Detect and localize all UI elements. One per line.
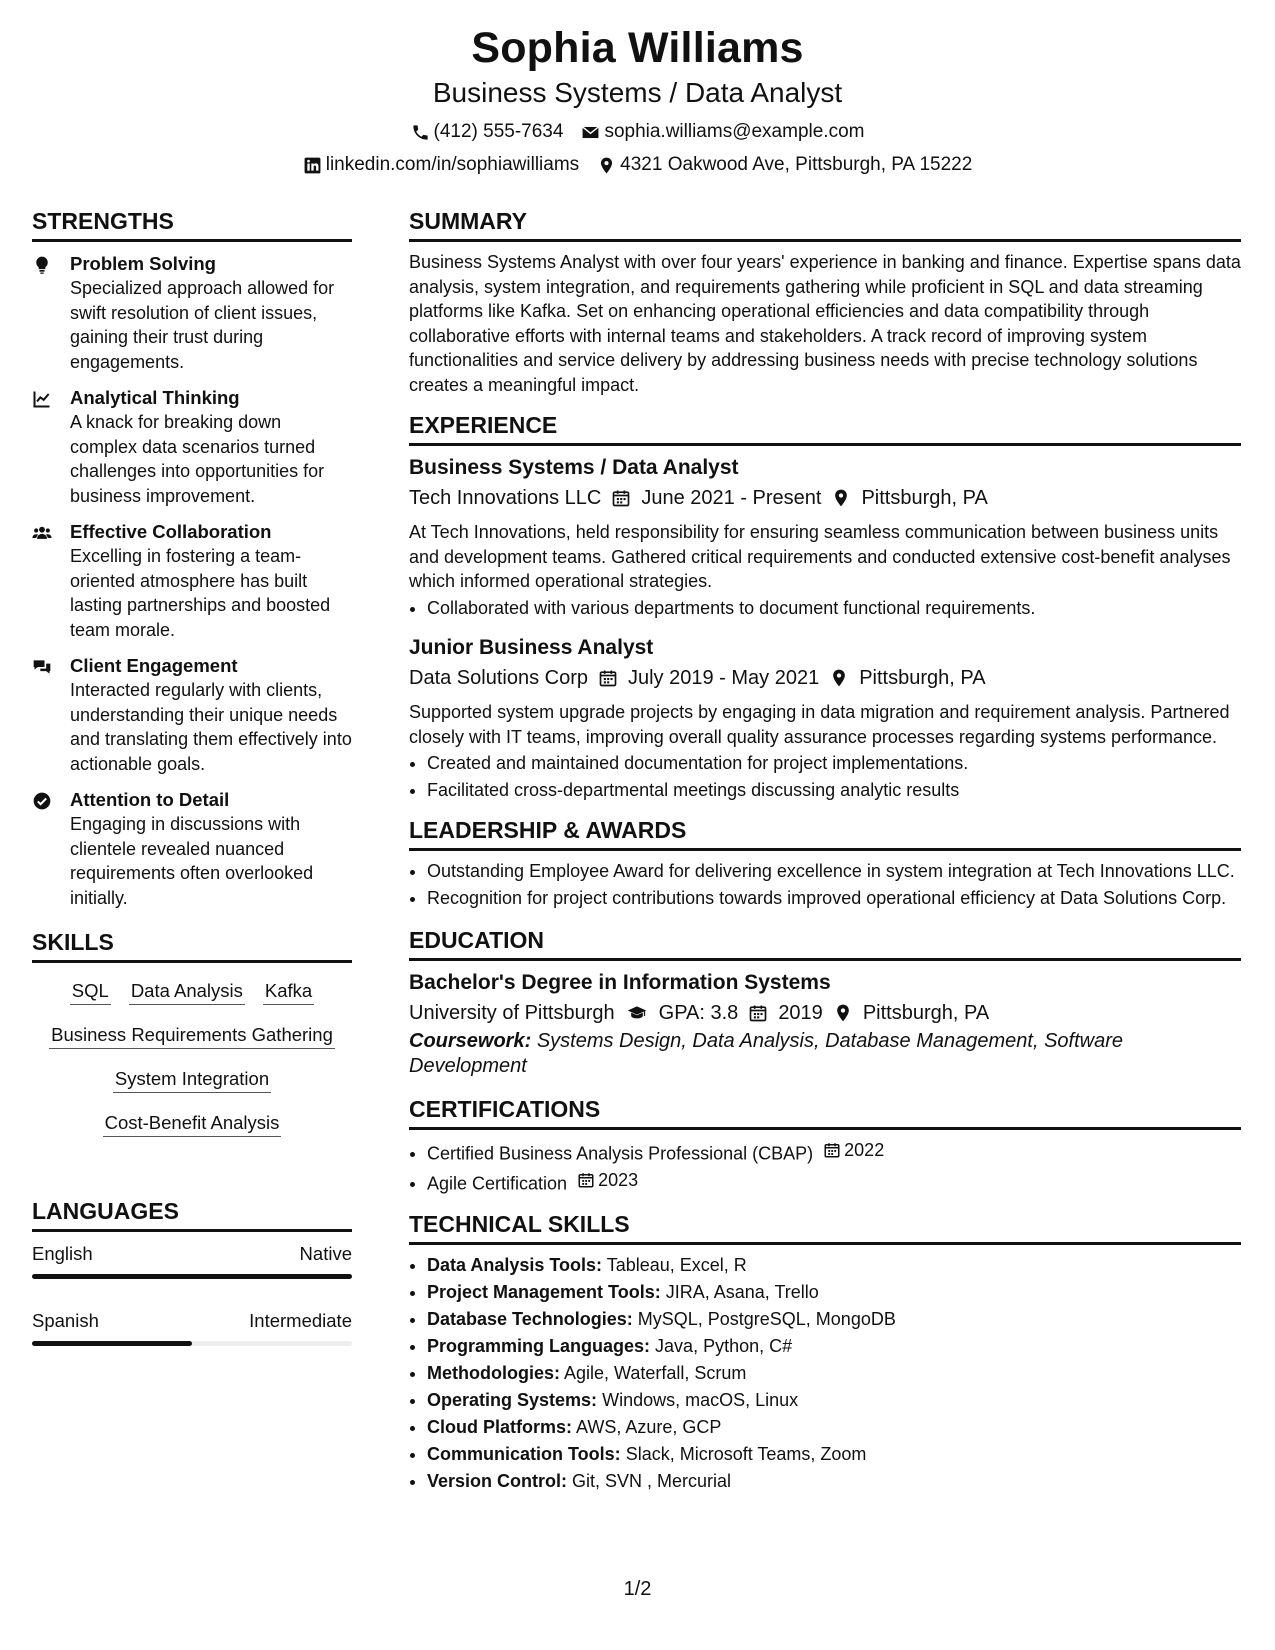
phone-item [411,120,564,144]
tech-value: AWS, Azure, GCP [576,1416,722,1437]
strength-title: Effective Collaboration [70,521,272,542]
strength-item [32,520,352,642]
tech-value: Git, SVN , Mercurial [572,1470,732,1491]
job-location: Pittsburgh, PA [859,667,986,689]
tech-label: Data Analysis Tools: [427,1254,603,1275]
calendar-icon [598,668,618,688]
job-title: Business Systems / Data Analyst [409,456,739,479]
candidate-title: Business Systems / Data Analyst [432,77,843,108]
calendar-icon [748,1003,768,1023]
list-item [427,1415,1241,1440]
list-item [427,1361,1241,1386]
map-marker-icon [831,488,851,508]
strength-item [32,788,352,910]
list-item [427,1307,1241,1332]
calendar-icon [611,488,631,508]
calendar-icon [577,1171,595,1189]
address-item [597,153,972,177]
list-item: • Outstanding Employee Award for delivering excellence in system integration at Tech Innovations LLC. [427,859,1241,884]
job-bullets [409,751,1241,802]
graduation-cap-icon [625,1003,649,1023]
users-icon [32,523,52,543]
tech-value: Agile, Waterfall, Scrum [564,1362,747,1383]
map-marker-icon [829,668,849,688]
job-dates: June 2021 - Present [641,487,822,509]
list-item [427,1334,1241,1359]
tech-value: Tableau, Excel, R [606,1254,747,1275]
language-name: Spanish [32,1310,99,1331]
list-item [427,1168,1241,1196]
strength-desc: Interacted regularly with clients, understanding their unique needs and translating them effectively into actionable goals. [70,680,352,774]
tech-label: Version Control: [427,1470,568,1491]
coursework-label: Coursework: [409,1030,532,1052]
list-item: • Collaborated with various departments to document functional requirements. [427,596,1241,621]
strengths-list [32,252,352,910]
language-level: Intermediate [249,1310,352,1331]
strength-title: Analytical Thinking [70,387,240,408]
calendar-icon [823,1141,841,1159]
list-item [427,1469,1241,1494]
strength-desc: Specialized approach allowed for swift resolution of client issues, gaining their trust during engagements. [70,278,335,372]
tech-value: Windows, macOS, Linux [602,1389,799,1410]
list-item [427,1442,1241,1467]
job-meta [409,484,1241,512]
job-company: Tech Innovations LLC [409,487,602,509]
cert-name: Agile Certification [427,1173,568,1193]
strength-title: Client Engagement [70,655,238,676]
chart-line-icon [32,389,52,409]
contact-row-1 [0,120,1275,144]
experience-heading: EXPERIENCE [409,411,1241,446]
proficiency-bar-fill [32,1341,192,1346]
skill-tag: System Integration [113,1067,271,1093]
skill-tag: SQL [70,979,111,1005]
job-title: Junior Business Analyst [409,636,654,659]
list-item [427,1388,1241,1413]
tech-label: Methodologies: [427,1362,560,1383]
map-marker-icon [833,1003,853,1023]
degree-title: Bachelor's Degree in Information Systems [409,971,831,994]
right-column [409,207,1241,1496]
phone-icon [411,123,430,142]
school-name: University of Pittsburgh [409,1002,615,1024]
job-company: Data Solutions Corp [409,667,588,689]
certifications-heading: CERTIFICATIONS [409,1095,1241,1130]
job-entry [409,634,1241,802]
coursework [409,1029,1241,1079]
summary-heading: SUMMARY [409,207,1241,242]
linkedin-text[interactable]: linkedin.com/in/sophiawilliams [325,154,580,175]
summary-text: Business Systems Analyst with over four years' experience in banking and finance. Expertise spans data analysis, system integration, and requirements gathering while proficient in SQL and data streaming platforms like Kafka. Set on enhancing operational efficiencies and data compatibility through collaborative efforts with internal teams and stakeholders. A track record of improving system functionalities and service delivery by addressing business needs with precise technology solutions creates a meaningful impact. [409,252,1241,395]
technical-skills-list [409,1253,1241,1494]
job-entry [409,454,1241,620]
skills-heading: SKILLS [32,928,352,963]
job-meta [409,664,1241,692]
leadership-heading: LEADERSHIP & AWARDS [409,816,1241,851]
lightbulb-icon [32,255,52,275]
list-item: • Facilitated cross-departmental meetings discussing analytic results [427,778,1241,803]
email-text[interactable]: sophia.williams@example.com [604,121,865,142]
skill-tag: Kafka [263,979,314,1005]
resume-header [0,0,1275,177]
email-item [581,120,864,144]
certifications-list [409,1138,1241,1196]
gpa: GPA: 3.8 [658,1002,739,1024]
tech-value: JIRA, Asana, Trello [665,1281,819,1302]
skills-list [32,973,352,1175]
left-column [32,207,352,1364]
proficiency-bar [32,1274,352,1279]
language-level: Native [299,1243,352,1264]
job-location: Pittsburgh, PA [861,487,988,509]
linkedin-item [303,153,579,177]
linkedin-icon [303,156,322,175]
tech-label: Cloud Platforms: [427,1416,573,1437]
page-number: 1/2 [623,1578,652,1600]
list-item [427,1253,1241,1278]
strength-item [32,654,352,776]
cert-name: Certified Business Analysis Professional (CBAP) [427,1143,814,1164]
strength-item [32,386,352,508]
tech-label: Programming Languages: [427,1335,651,1356]
strength-desc: Engaging in discussions with clientele revealed nuanced requirements often overlooked initially. [70,814,314,908]
job-description: Supported system upgrade projects by engaging in data migration and requirement analysis. Partnered closely with IT teams, improving overall quality assurance processes regarding systems performance. [409,702,1230,747]
strength-title: Attention to Detail [70,789,230,810]
map-marker-icon [597,156,616,175]
tech-label: Communication Tools: [427,1443,621,1464]
check-circle-icon [32,791,52,811]
phone-text[interactable]: (412) 555-7634 [433,121,564,142]
candidate-name: Sophia Williams [471,24,804,72]
job-dates: July 2019 - May 2021 [627,667,820,689]
proficiency-bar-fill [32,1274,352,1279]
education-location: Pittsburgh, PA [862,1002,990,1024]
cert-year: 2023 [598,1169,639,1190]
strength-item [32,252,352,374]
tech-label: Operating Systems: [427,1389,598,1410]
language-item [32,1309,352,1346]
technical-skills-heading: TECHNICAL SKILLS [409,1210,1241,1245]
proficiency-bar [32,1341,352,1346]
cert-year: 2022 [844,1140,885,1160]
tech-value: Slack, Microsoft Teams, Zoom [625,1443,867,1464]
language-item [32,1242,352,1279]
job-bullets [409,596,1241,621]
skill-tag: Data Analysis [129,979,245,1005]
strength-desc: A knack for breaking down complex data scenarios turned challenges into opportunities for business improvement. [70,412,325,506]
languages-heading: LANGUAGES [32,1197,352,1232]
coursework-text: Systems Design, Data Analysis, Database Management, Software Development [409,1030,1124,1077]
list-item: • Recognition for project contributions towards improved operational efficiency at Data Solutions Corp. [427,886,1241,911]
tech-value: Java, Python, C# [655,1335,793,1356]
skill-tag: Business Requirements Gathering [49,1023,335,1049]
tech-label: Project Management Tools: [427,1281,661,1302]
strength-desc: Excelling in fostering a team-oriented atmosphere has built lasting partnerships and boosted team morale. [70,546,331,640]
address-text: 4321 Oakwood Ave, Pittsburgh, PA 15222 [620,154,973,175]
language-name: English [32,1243,93,1264]
tech-value: MySQL, PostgreSQL, MongoDB [637,1308,896,1329]
education-meta [409,999,1241,1027]
contact-row-2 [0,153,1275,177]
comments-icon [32,657,52,677]
graduation-year: 2019 [778,1002,823,1024]
strengths-heading: STRENGTHS [32,207,352,242]
languages-list [32,1242,352,1346]
leadership-list [409,859,1241,910]
education-entry [409,969,1241,1079]
list-item: • Created and maintained documentation for project implementations. [427,751,1241,776]
strength-title: Problem Solving [70,253,216,274]
envelope-icon [581,123,600,142]
education-heading: EDUCATION [409,926,1241,961]
tech-label: Database Technologies: [427,1308,633,1329]
list-item [427,1280,1241,1305]
list-item [427,1138,1241,1166]
job-description: At Tech Innovations, held responsibility for ensuring seamless communication between business units and development teams. Gathered critical requirements and conducted extensive cost-benefit analyses which informed operational strategies. [409,522,1231,591]
skill-tag: Cost-Benefit Analysis [103,1111,282,1137]
